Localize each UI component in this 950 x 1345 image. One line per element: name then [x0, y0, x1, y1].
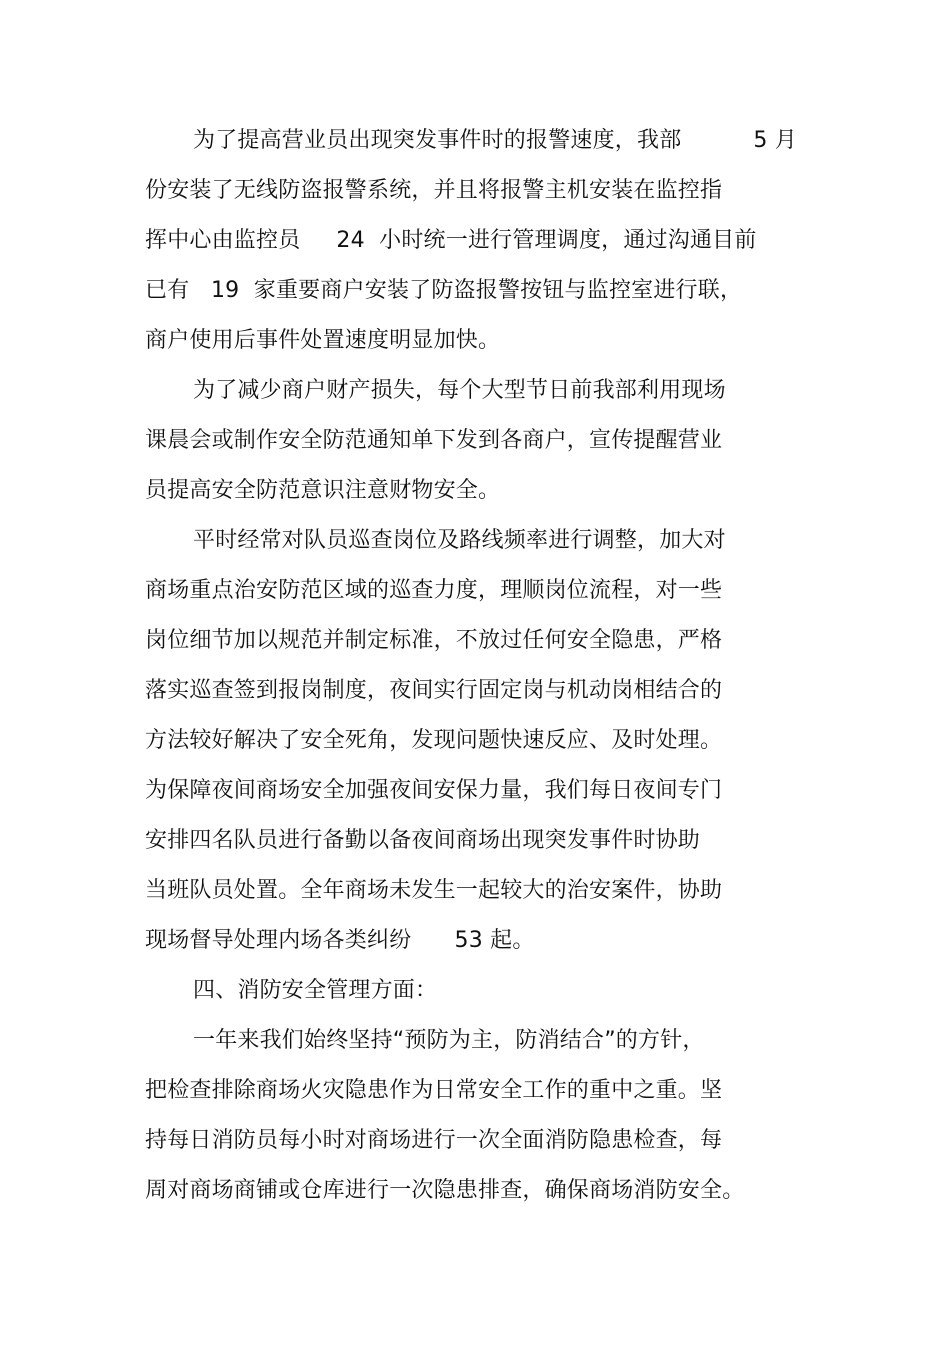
paragraph-line: 为了提高营业员出现突发事件时的报警速度，我部 5 月 — [193, 128, 797, 153]
paragraph-line: 一年来我们始终坚持“预防为主，防消结合”的方针， — [193, 1028, 705, 1053]
paragraph-line: 安排四名队员进行备勤以备夜间商场出现突发事件时协助 — [145, 828, 701, 853]
paragraph-line: 已有 19 家重要商户安装了防盗报警按钮与监控室进行联， — [145, 278, 743, 303]
section-heading: 四、消防安全管理方面： — [193, 978, 438, 1003]
paragraph-line: 份安装了无线防盗报警系统，并且将报警主机安装在监控指 — [145, 178, 723, 203]
paragraph-line: 周对商场商铺或仓库进行一次隐患排查，确保商场消防安全。 — [145, 1178, 745, 1203]
paragraph-line: 商户使用后事件处置速度明显加快。 — [145, 328, 501, 353]
paragraph-line: 现场督导处理内场各类纠纷 53 起。 — [145, 928, 535, 953]
paragraph-line: 为保障夜间商场安全加强夜间安保力量，我们每日夜间专门 — [145, 778, 723, 803]
paragraph-line: 把检查排除商场火灾隐患作为日常安全工作的重中之重。坚 — [145, 1078, 723, 1103]
paragraph-line: 商场重点治安防范区域的巡查力度，理顺岗位流程，对一些 — [145, 578, 723, 603]
paragraph-line: 持每日消防员每小时对商场进行一次全面消防隐患检查，每 — [145, 1128, 723, 1153]
paragraph-line: 方法较好解决了安全死角，发现问题快速反应、及时处理。 — [145, 728, 723, 753]
paragraph-line: 挥中心由监控员 24 小时统一进行管理调度，通过沟通目前 — [145, 228, 757, 253]
paragraph-line: 为了减少商户财产损失，每个大型节日前我部利用现场 — [193, 378, 726, 403]
paragraph-line: 平时经常对队员巡查岗位及路线频率进行调整，加大对 — [193, 528, 726, 553]
paragraph-line: 落实巡查签到报岗制度，夜间实行固定岗与机动岗相结合的 — [145, 678, 723, 703]
paragraph-line: 员提高安全防范意识注意财物安全。 — [145, 478, 501, 503]
paragraph-line: 课晨会或制作安全防范通知单下发到各商户，宣传提醒营业 — [145, 428, 723, 453]
paragraph-line: 岗位细节加以规范并制定标准，不放过任何安全隐患，严格 — [145, 628, 723, 653]
paragraph-line: 当班队员处置。全年商场未发生一起较大的治安案件，协助 — [145, 878, 723, 903]
